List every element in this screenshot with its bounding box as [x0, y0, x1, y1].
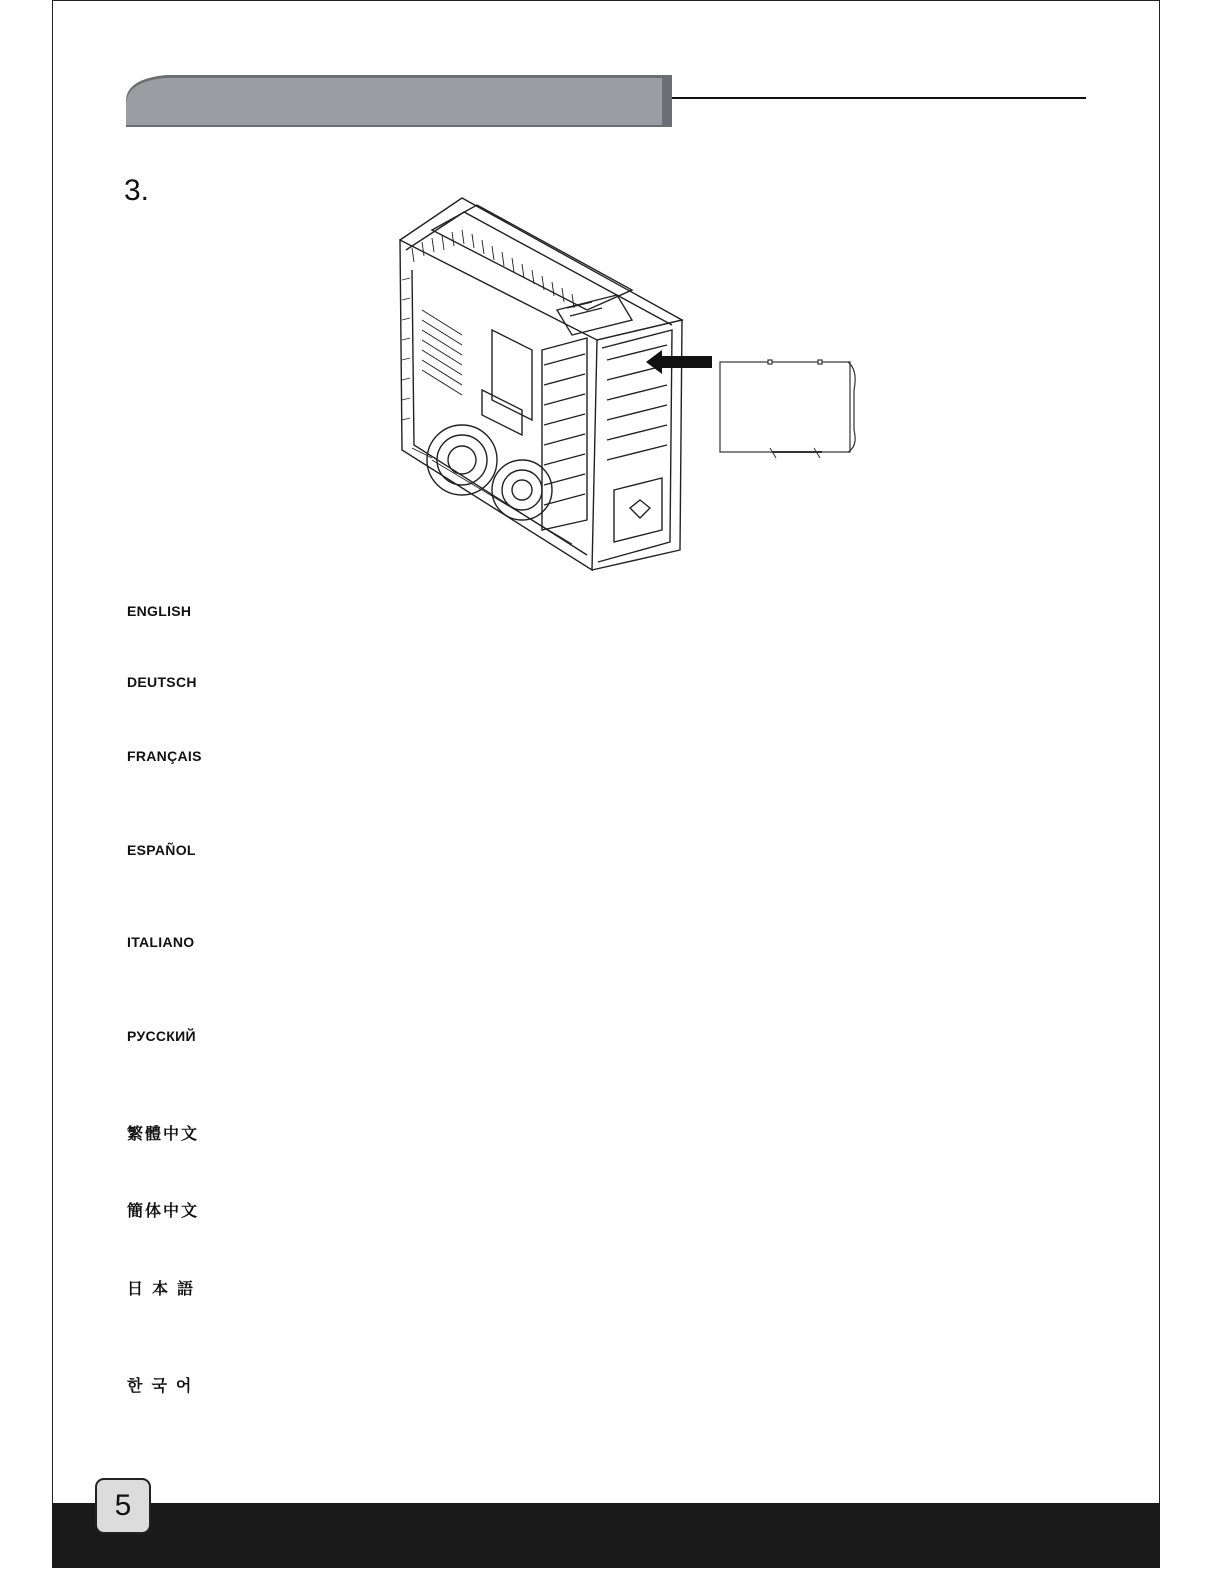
- header-rule: [672, 97, 1086, 99]
- lang-label-deutsch: DEUTSCH: [127, 674, 197, 690]
- lang-label-italiano: ITALIANO: [127, 934, 195, 950]
- lang-label-russian: РУССКИЙ: [127, 1028, 196, 1044]
- insert-arrow-icon: [646, 350, 712, 374]
- computer-case-illustration: [392, 190, 862, 580]
- lang-label-francais: FRANÇAIS: [127, 748, 202, 764]
- lang-label-english: ENGLISH: [127, 603, 192, 619]
- lang-label-japanese: 日本語: [127, 1281, 203, 1298]
- step-number: 3.: [124, 174, 150, 207]
- footer-bar: [52, 1503, 1160, 1568]
- page-number-badge: [95, 1478, 151, 1534]
- lang-label-trad-chinese: 繁體中文: [127, 1126, 200, 1143]
- lang-label-simp-chinese: 簡体中文: [127, 1203, 200, 1220]
- drive-bay-cover-panel: [720, 360, 855, 458]
- section-header-tab: [126, 75, 672, 127]
- lang-label-espanol: ESPAÑOL: [127, 842, 196, 858]
- page-number: 5: [114, 1489, 132, 1522]
- lang-label-korean: 한국어: [127, 1378, 201, 1395]
